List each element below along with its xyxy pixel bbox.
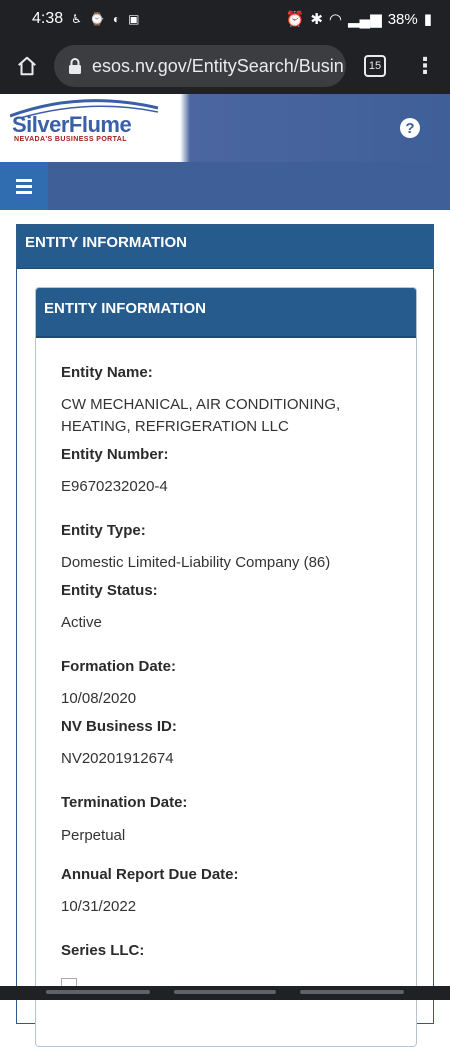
nv-business-id-value: NV20201912674: [61, 750, 174, 767]
alarm-icon: ⏰: [285, 11, 305, 28]
battery-level: 38%: [387, 10, 418, 28]
entity-number-value: E9670232020-4: [61, 478, 168, 495]
site-header: [0, 94, 450, 162]
address-bar[interactable]: [54, 45, 346, 87]
status-time: 4:38: [32, 10, 64, 27]
logo-subtitle: NEVADA'S BUSINESS PORTAL: [14, 136, 127, 143]
annual-report-due-date-label: Annual Report Due Date:: [61, 866, 239, 883]
entity-type-label: Entity Type:: [61, 522, 146, 539]
annual-report-due-date-value: 10/31/2022: [61, 898, 137, 915]
home-icon: [16, 55, 38, 77]
home-button[interactable]: [0, 38, 54, 94]
status-bar: [0, 0, 450, 38]
wifi-icon: ◠: [328, 11, 342, 28]
wear-icon: ⌚: [89, 12, 105, 26]
entity-name-label: Entity Name:: [61, 364, 153, 381]
entity-name-value: CW MECHANICAL, AIR CONDITIONING, HEATING, REFRIGERATION LLC: [61, 396, 341, 435]
termination-date-value: Perpetual: [61, 827, 126, 844]
entity-status-value: Active: [61, 614, 102, 631]
subpanel-title: ENTITY INFORMATION: [36, 288, 416, 338]
silverflume-logo[interactable]: [0, 94, 188, 162]
logo-title: SilverFlume: [12, 112, 132, 137]
tab-count: 15: [364, 55, 386, 77]
help-button[interactable]: [400, 118, 420, 138]
formation-date-label: Formation Date:: [61, 658, 177, 675]
battery-icon: ▮: [423, 11, 432, 28]
tab-switcher-button[interactable]: [348, 38, 402, 94]
formation-date-value: 10/08/2020: [61, 690, 137, 707]
entity-number-label: Entity Number:: [61, 446, 169, 463]
signal-icon: ▂▄▆: [348, 11, 382, 28]
hamburger-icon: [16, 179, 32, 182]
entity-information-panel: [16, 224, 434, 1024]
termination-date-label: Termination Date:: [61, 794, 188, 811]
more-vert-icon: ⋮: [414, 53, 436, 78]
bluetooth-icon: ✱: [310, 11, 323, 28]
status-left: [32, 10, 139, 28]
entity-type-value: Domestic Limited-Liability Company (86): [61, 554, 331, 571]
nv-business-id-label: NV Business ID:: [61, 718, 177, 735]
browser-toolbar: [0, 38, 450, 94]
gesture-bar: [0, 986, 450, 1000]
hamburger-icon-line: [16, 185, 32, 188]
entity-status-label: Entity Status:: [61, 582, 158, 599]
lock-icon: [68, 58, 82, 74]
hamburger-icon-line: [16, 191, 32, 194]
gesture-pill: [46, 990, 150, 994]
browser-menu-button[interactable]: [402, 38, 448, 94]
nav-bar: [0, 162, 450, 210]
shazam-icon: ◐: [112, 12, 121, 26]
accessibility-icon: ♿: [71, 12, 82, 26]
url-text: esos.nv.gov/EntitySearch/Busin: [92, 55, 344, 76]
entity-information-subpanel: [35, 287, 417, 1047]
gesture-pill: [300, 990, 404, 994]
status-right: [286, 10, 432, 28]
gesture-pill: [174, 990, 276, 994]
panel-title: ENTITY INFORMATION: [17, 225, 433, 269]
series-llc-label: Series LLC:: [61, 942, 145, 959]
news-icon: ▣: [128, 12, 140, 26]
hamburger-menu-button[interactable]: [0, 162, 48, 210]
help-icon: ?: [405, 119, 415, 137]
